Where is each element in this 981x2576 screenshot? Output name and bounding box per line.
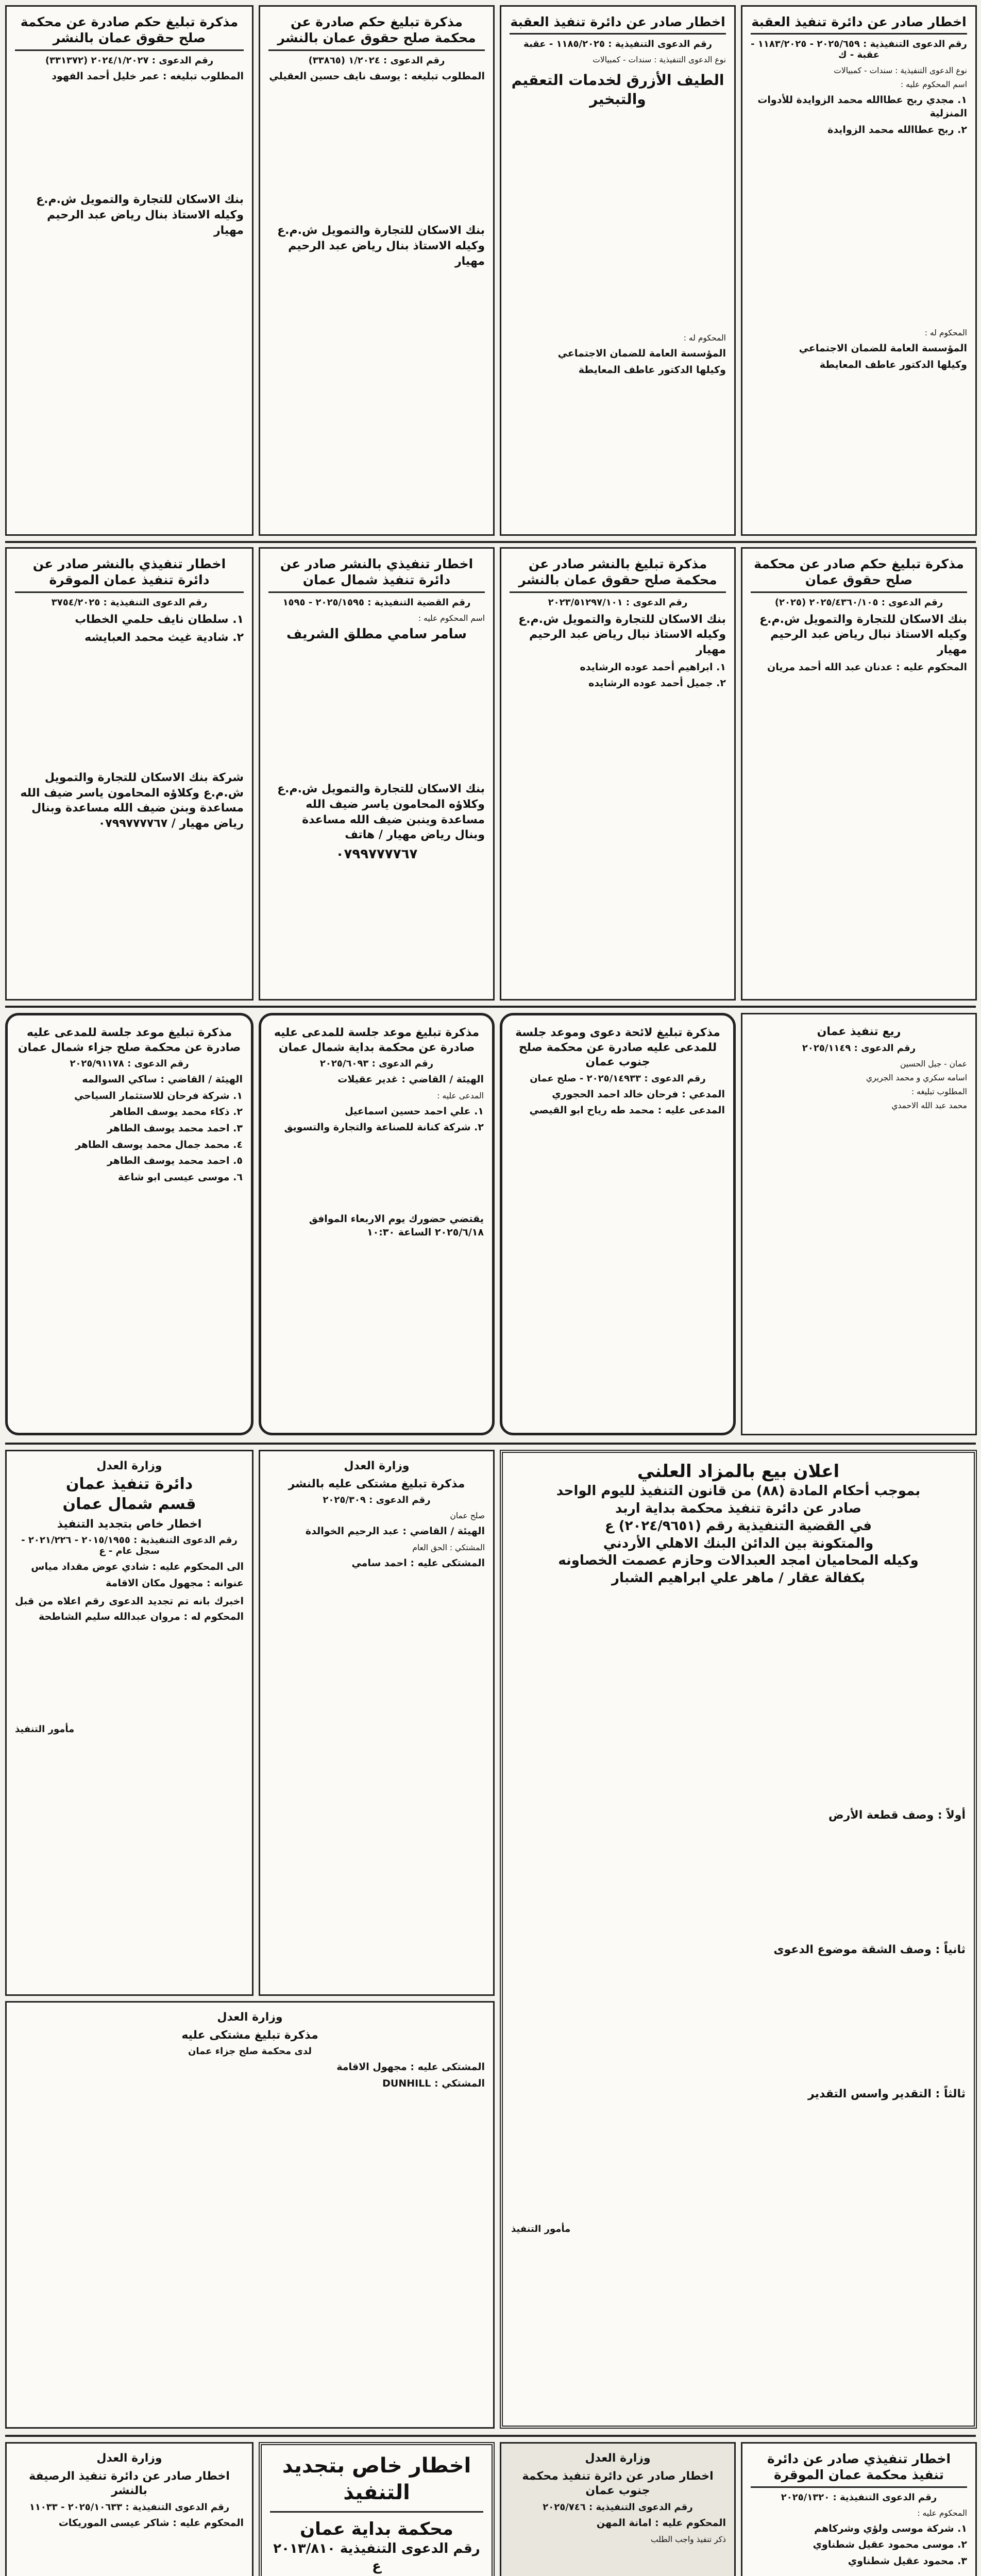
hearing-date: يقتضي حضورك يوم الاربعاء الموافق ٢٠٢٥/٦/١٨ الساعة ١٠:٣٠ [309,1213,484,1238]
defendant-name: المحكوم عليه : شاكر عيسى الموريكات [58,2517,244,2529]
plaintiff-name: المؤسسة العامة للضمان الاجتماعي [557,348,726,360]
notice-title: مذكرة تبليغ مشتكى عليه [181,2028,318,2042]
defendant-name: الى المحكوم عليه : شادي عوض مقداد مياس [31,1561,244,1573]
ministry-name: وزارة العدل [96,2452,162,2465]
notice-title: اخطار خاص بتجديد التنفيذ [270,2452,483,2513]
body-text-block [15,241,244,427]
notice-execution-renewal-amman [259,2442,495,2576]
defendant-name: ١. شركة فرحان للاستثمار السياحي [74,1090,243,1101]
notice-line: عمان - جبل الحسين [900,1059,967,1069]
department-name: دائرة تنفيذ عمان [65,1475,193,1493]
case-number: رقم الدعوى التنفيذية : ١١٨٥/٢٠٢٥ - عقبة [523,39,712,50]
notice-north-amman-criminal [5,1013,253,1435]
notice-line: المحكوم له : [924,328,967,338]
plaintiff-name: شركة بنك الاسكان للتجارة والتمويل ش.م.ع وكلاؤه المحامون ياسر ضيف الله مساعدة وبنن ضيف الله مساعدة وبنال رياض مهيار / ٠٧٩٩٧٧٧٧٦٧ [20,771,244,830]
notice-line: المشتكي : الحق العام [412,1543,485,1552]
body-text-block [751,677,967,873]
body-text-block [511,1826,966,1940]
notice-title: مذكرة تبليغ حكم صادرة عن محكمة صلح حقوق عمان بالنشر [268,14,485,51]
plaintiff-name: بنك الاسكان للتجارة والتمويل ش.م.ع وكيله الاستاذ بنال رياض عبد الرحيم مهيار [36,193,244,237]
case-number: رقم الدعوى التنفيذية : ٢٠٢٥/٦٥٩ - ١١٨٣/٢٠٢٥ - عقبة - ك [751,39,967,61]
case-number: رقم الدعوى : ٢٠٢٥/٦٠٩٣ [319,1058,434,1070]
notice-title: مذكرة تبليغ لائحة دعوى وموعد جلسة للمدعى عليه صادرة عن محكمة صلح جنوب عمان [515,1026,720,1069]
auction-title: اعلان بيع بالمزاد العلني [637,1461,840,1482]
defendant-name: ٢. جميل أحمد عوده الرشايده [588,677,726,689]
section-heading: أولاً : وصف قطعة الأرض [828,1808,966,1822]
defendant-name: ٣. احمد محمد يوسف الطاهر [107,1123,243,1134]
case-number: لدى محكمة صلح جزاء عمان [188,2046,312,2057]
body-text-block [510,114,726,330]
row-divider [5,1006,976,1008]
defendant-name: المطلوب تبليغه : عمر خليل أحمد الفهود [52,70,244,82]
defendant-name: المحكوم عليه : امانة المهن [596,2517,726,2529]
notice-title: اخطار تنفيذي بالنشر صادر عن دائرة تنفيذ شمال عمان [268,556,485,593]
case-number: رقم الدعوى التنفيذية : ٢٠٢٥/١٣٢٠ [781,2492,937,2503]
notice-muwaqqar-execution-2 [741,2442,977,2576]
notice-title: مذكرة تبليغ موعد جلسة للمدعى عليه صادرة عن محكمة صلح جزاء شمال عمان [18,1026,241,1054]
body-text-block [15,1626,244,1719]
defendant-name: سامر سامي مطلق الشريف [286,626,467,642]
plaintiff-name: بنك الاسكان للتجارة والتمويل ش.م.ع وكلاؤه المحامون ياسر ضيف الله مساعدة وينبن ضيف الله مساعدة وبنال رياض مهيار / هاتف [277,783,485,842]
plaintiff-name: بنك الاسكان للتجارة والتمويل ش.م.ع وكيله الاستاذ نبال رياض عبد الرحيم مهيار [518,613,726,656]
notice-title: اخطار صادر عن دائرة تنفيذ محكمة جنوب عمان [522,2469,714,2498]
body-text-block [751,140,967,325]
defendant-name: ٥. احمد محمد يوسف الطاهر [107,1155,243,1167]
signature: مأمور التنفيذ [15,1724,75,1735]
notice-amman-magistrate-3 [741,547,977,1001]
notice-line: نوع الدعوى التنفيذية : سندات - كمبيالات [834,66,967,76]
row-divider [5,1443,976,1445]
plaintiff-name: بنك الاسكان للتجارة والتمويل ش.م.ع وكيله الاستاذ بنال رياض عبد الرحيم مهيار [277,224,485,268]
notice-defendant-publication [259,1450,495,1996]
notice-north-amman-first-instance [259,1013,495,1435]
notice-line: المحكوم له : [683,333,726,343]
section-heading: ثانياً : وصف الشقة موضوع الدعوى [773,1943,966,1956]
body-text-block [268,1573,485,1831]
auction-title-line: في القضية التنفيذية رقم (٢٠٢٤/٩٦٥١) ع [604,1518,872,1534]
notice-title: اخطار تنفيذي بالنشر صادر عن دائرة تنفيذ عمان الموقرة [15,556,244,593]
defendant-name: المشتكى عليه : احمد سامي [351,1557,485,1569]
notice-line: محمد عبد الله الاحمدي [891,1100,967,1110]
notice-amman-execution-quarter [741,1013,977,1435]
notice-title: مذكرة تبليغ حكم صادرة عن محكمة صلح حقوق عمان بالنشر [15,14,244,51]
defendant-name: ٢. شركة كنانة للصناعة والتجارة والتسويق [284,1122,484,1133]
judge-name: الهيئة / القاضي : عبد الرحيم الخوالدة [305,1526,485,1537]
body-text-block [510,2547,726,2576]
plaintiff-name: المدعي : فرحان خالد احمد الحجوري [552,1088,725,1100]
case-number: رقم الدعوى : ٢٠٢٥/١١٤٩ [802,1042,916,1054]
notice-line: المحكوم عليه : [917,2508,967,2518]
notice-title: اخطار تنفيذي صادر عن دائرة تنفيذ محكمة عمان الموقرة [751,2451,967,2488]
notice-amman-magistrate-4 [500,547,736,1001]
plaintiff-name: المؤسسة العامة للضمان الاجتماعي [799,343,967,354]
notice-title: مذكرة تبليغ مشتكى عليه بالنشر [288,1477,465,1490]
notice-line: المدعى عليه : [437,1091,484,1100]
notice-title: اخطار صادر عن دائرة تنفيذ العقبة [751,14,967,35]
defendant-name: ١. ابراهيم أحمد عوده الرشايده [580,661,726,673]
signature: مأمور التنفيذ [511,2223,571,2234]
plaintiff-name: بنك الاسكان للتجارة والتمويل ش.م.ع وكيله الاستاذ نبال رياض عبد الرحيم مهيار [759,613,967,656]
notice-title: مذكرة تبليغ موعد جلسة للمدعى عليه صادرة عن محكمة بداية شمال عمان [274,1026,480,1054]
notice-title: اخطار صادر عن دائرة تنفيذ العقبة [510,14,726,35]
notice-execution-renewal-north [5,1450,253,1996]
defendant-name: ١. سلطان نايف حلمي الخطاب [75,613,244,626]
auction-title-line: والمتكونة بين الدائن البنك الاهلي الأردني [603,1535,874,1551]
notice-aqaba-execution-1 [741,5,977,536]
notice-russeifa-execution [5,2442,253,2576]
body-text-block [511,1121,725,1306]
notice-line: اسامه سكري و محمد الجريري [866,1073,967,1082]
plaintiff-agent: وكيلها الدكتور عاطف المعايطة [819,359,967,370]
judge-name: الهيئة / القاضي : غدير عقيلات [337,1074,484,1086]
defendant-name: المطلوب تبليغه : يوسف نايف حسين العقيلي [269,70,485,82]
case-number: رقم القضية التنفيذية : ٢٠٢٥/١٥٩٥ - ١٥٩٥ [282,597,471,608]
auction-title-line: بموجب أحكام المادة (٨٨) من قانون التنفيذ لليوم الواحد [556,1483,921,1499]
defendant-name: ١. مجدي ربح عطاالله محمد الزوايدة للأدوات المنزلية [757,94,967,119]
notice-muwaqqar-execution [5,547,253,1001]
plaintiff-name: المشتكي : DUNHILL [382,2077,485,2089]
judge-name: الهيئة / القاضي : ساكي السوالمه [82,1074,243,1086]
notice-north-amman-execution [259,547,495,1001]
notice-amman-magistrate-1 [259,5,495,536]
notice-line: نوع الدعوى التنفيذية : سندات - كمبيالات [593,55,726,65]
body-text-block [15,86,244,189]
row-divider [5,541,976,543]
ministry-name: وزارة العدل [585,2452,651,2465]
defendant-name: ٢. موسى محمود عقيل شطناوي [813,2539,967,2551]
case-number: رقم الدعوى : ٢٠٢٣/٥١٢٩٧/١٠١ [548,597,688,608]
defendant-address: عنوانه : مجهول مكان الاقامة [106,1577,244,1589]
defendant-name: ٢. شادية غيث محمد العبايشه [84,631,244,645]
defendant-name: ٤. محمد جمال محمد يوسف الطاهر [75,1139,243,1150]
auction-title-line: بكفالة عقار / ماهر علي ابراهيم الشبار [612,1570,865,1586]
notice-line: اسم المحكوم عليه : [900,80,967,90]
notice-public-auction [500,1450,977,2429]
body-text-block [510,693,726,858]
notice-line: اسم المحكوم عليه : [418,613,485,623]
notice-line: صلح عمان [450,1511,485,1521]
notice-amman-criminal-defendant [5,2001,495,2429]
notice-south-amman-execution [500,2442,736,2576]
defendant-name: ١. شركة موسى ولؤي وشركاهم [814,2522,967,2534]
department-section: قسم شمال عمان [62,1495,196,1513]
case-number: رقم الدعوى : ٢٠٢٤/١/٢٠٢٧ (٣٣١٣٧٢) [45,55,214,66]
defendant-name: المحكوم عليه : عدنان عبد الله أحمد مريان [767,661,967,673]
case-number: رقم الدعوى : ١/٢٠٢٤ (٣٣٨٦٥) [308,55,445,66]
case-number: رقم الدعوى : ٢٠٢٥/٤٣٦٠/١٠٥ (٢٠٢٥) [774,597,943,608]
case-number: رقم الدعوى التنفيذية : ٢٠٢٥/٧٤٦ [543,2501,693,2513]
auction-title-line: وكيله المحاميان امجد العبدالات وحازم عصمت الخصاونه [558,1553,919,1569]
defendant-name: المدعى عليه : محمد طه رياح ابو القيصي [529,1105,725,1116]
case-number: رقم الدعوى : ٢٠٢٥/١٤٩٣٣ - صلح عمان [530,1073,706,1084]
defendant-name: ٢. ذكاء محمد يوسف الطاهر [110,1106,243,1118]
body-text-block [269,1138,484,1210]
case-number: رقم الدعوى التنفيذية ٢٠١٣/٨١٠ ع [273,2541,480,2574]
notice-south-amman-magistrate [500,1013,736,1435]
case-number: رقم الدعوى التنفيذية : ٣٧٥٤/٢٠٢٥ [51,597,208,608]
body-text-block [511,1960,966,2084]
notice-line: ذكر تنفيذ واجب الطلب [651,2534,726,2544]
notice-title: مذكرة تبليغ بالنشر صادر عن محكمة صلح حقوق عمان بالنشر [510,556,726,593]
phone-number: ٠٧٩٩٧٧٧٧٦٧ [335,846,418,862]
notice-title: ريع تنفيذ عمان [817,1025,901,1038]
notice-aqaba-execution-2 [500,5,736,536]
case-number: رقم الدعوى التنفيذية : ٢٠١٥/١٩٥٥ - ٢٠٢١/٢٢٦ - سجل عام - ع [21,1535,238,1557]
body-text-block [751,1113,967,1330]
defendant-name: الطيف الأزرق لخدمات التعقيم والتبخير [511,72,724,108]
body-text-block [268,86,485,220]
body-text-block [15,649,244,767]
case-number: رقم الدعوى : ٢٠٢٥/٩١١٧٨ [70,1058,189,1070]
plaintiff-agent: وكيلها الدكتور عاطف المعايطة [578,364,726,376]
notice-line: المطلوب تبليغه : [911,1087,967,1096]
ministry-name: وزارة العدل [96,1460,162,1472]
case-number: رقم الدعوى التنفيذية : ٢٠٢٥/١٠٦٣٣ - ١١٠٣٣ [29,2501,230,2513]
defendant-name: ٢. ربح عطاالله محمد الزوايدة [827,124,967,135]
auction-title-line: صادر عن دائرة تنفيذ محكمة بداية اربد [615,1500,861,1516]
defendant-name: المشتكى عليه : مجهول الاقامة [336,2061,485,2073]
body-text-block [268,645,485,778]
body-text-block [15,2533,244,2576]
body-text-block [511,1589,966,1805]
body-text-block [511,2105,966,2218]
defendant-name: ٦. موسى عيسى ابو شاعة [117,1172,243,1183]
court-name: محكمة بداية عمان [300,2519,453,2539]
section-heading: ثالثاً : التقدير واسس التقدير [808,2088,966,2101]
ministry-name: وزارة العدل [344,1460,410,1472]
body-text-block [268,272,485,427]
notice-title: مذكرة تبليغ حكم صادر عن محكمة صلح حقوق عمان [751,556,967,593]
body-text-block [751,2571,967,2576]
case-number: رقم الدعوى : ٢٠٢٥/٣٠٩ [323,1495,431,1506]
notice-amman-magistrate-2 [5,5,253,536]
ministry-name: وزارة العدل [217,2011,283,2024]
row-divider [5,2435,976,2437]
defendant-name: ٣. محمود عقيل شطناوي [848,2555,967,2567]
body-text-block [15,2094,485,2310]
notice-title: اخطار صادر عن دائرة تنفيذ الرصيفة بالنشر [29,2469,230,2498]
renewal-text: اخبرك بانه تم تجديد الدعوى رقم اعلاه من قبل المحكوم له : مروان عبدالله سليم الشاطحة [15,1595,244,1622]
notice-title: اخطار خاص بتجديد التنفيذ [57,1517,202,1531]
defendant-name: ١. علي احمد حسين اسماعيل [345,1105,484,1117]
